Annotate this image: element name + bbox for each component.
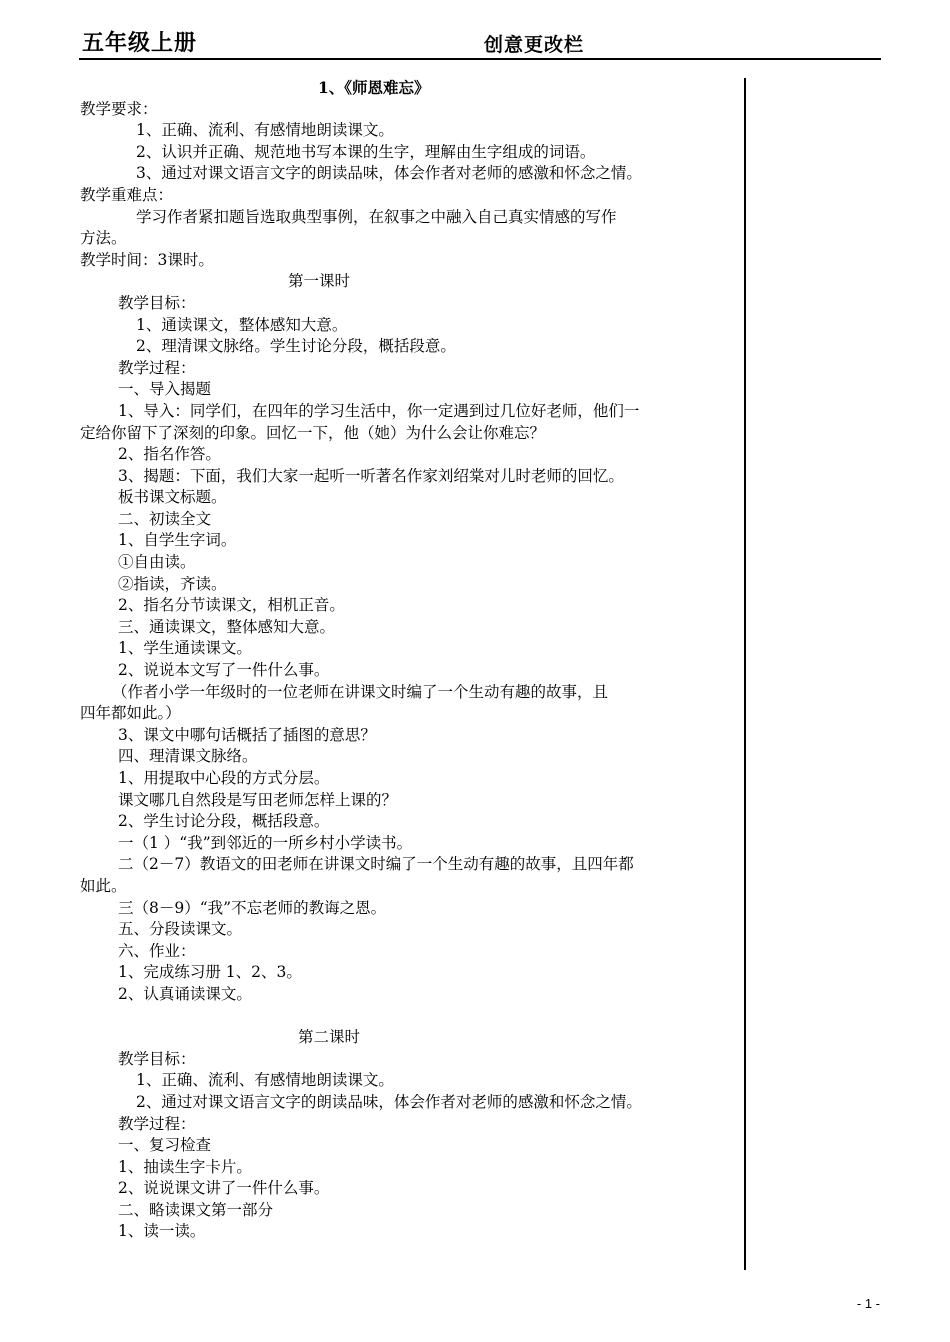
text-line: 2、认识并正确、规范地书写本课的生字，理解由生字组成的词语。 — [136, 142, 596, 161]
text-line: 如此。 — [80, 876, 127, 895]
text-line: 1、自学生字词。 — [118, 531, 237, 550]
text-line: 四年都如此。） — [80, 704, 181, 723]
text-line: 2、指名作答。 — [118, 445, 221, 464]
text-line: ②指读，齐读。 — [118, 574, 227, 593]
text-line: 1、用提取中心段的方式分层。 — [118, 769, 330, 787]
text-line: 板书课文标题。 — [118, 488, 227, 507]
text-line: 3、通过对课文语言文字的朗读品味，体会作者对老师的感激和怀念之情。 — [136, 164, 642, 183]
text-line: 1、读一读。 — [118, 1222, 206, 1241]
text-line: 2、通过对课文语言文字的朗读品味，体会作者对老师的感激和怀念之情。 — [136, 1092, 642, 1111]
text-line: 1、通读课文，整体感知大意。 — [136, 315, 348, 334]
notes-column-divider — [744, 78, 746, 1270]
text-line: 2、学生讨论分段，概括段意。 — [118, 812, 330, 831]
text-line: 2、说说本文写了一件什么事。 — [118, 661, 330, 680]
lesson-title: 1、《师恩难忘》 — [318, 78, 430, 97]
text-line: 教学重难点： — [80, 185, 174, 204]
text-line: 一、复习检查 — [118, 1136, 212, 1155]
text-line: 学习作者紧扣题旨选取典型事例，在叙事之中融入自己真实情感的写作 — [136, 207, 617, 226]
text-line: 一、导入揭题 — [118, 380, 212, 399]
text-line: 五、分段读课文。 — [118, 920, 243, 939]
text-line: ①自由读。 — [118, 553, 196, 572]
text-line: 教学时间：3课时。 — [80, 250, 214, 269]
text-line: 第二课时 — [298, 1028, 361, 1047]
text-line: 一（1 ）“我”到邻近的一所乡村小学读书。 — [118, 833, 413, 852]
text-line — [80, 1006, 744, 1028]
text-line: 3、课文中哪句话概括了插图的意思？ — [118, 725, 376, 744]
header-divider — [79, 58, 881, 60]
text-line: 四、理清课文脉络。 — [118, 747, 258, 766]
text-line: 二（2－7）教语文的田老师在讲课文时编了一个生动有趣的故事，且四年都 — [118, 855, 634, 874]
text-line: 1、抽读生字卡片。 — [118, 1157, 252, 1176]
page-number: - 1 - — [856, 1296, 880, 1311]
text-line: 教学要求： — [80, 99, 158, 118]
text-line: 1、导入：同学们，在四年的学习生活中，你一定遇到过几位好老师，他们一 — [118, 401, 640, 420]
text-line: 教学过程： — [118, 358, 196, 377]
notes-column-title: 创意更改栏 — [484, 34, 585, 56]
text-line: 3、揭题：下面，我们大家一起听一听著名作家刘绍棠对儿时老师的回忆。 — [118, 466, 624, 485]
text-line: 三（8－9）“我”不忘老师的教诲之恩。 — [118, 898, 387, 917]
text-line: （作者小学一年级时的一位老师在讲课文时编了一个生动有趣的故事，且 — [112, 682, 609, 701]
text-line: 二、略读课文第一部分 — [118, 1200, 274, 1219]
text-line: 2、理清课文脉络。学生讨论分段，概括段意。 — [136, 337, 456, 356]
text-line: 教学目标： — [118, 1049, 196, 1068]
text-line: 2、认真诵读课文。 — [118, 984, 252, 1003]
text-line: 二、初读全文 — [118, 509, 212, 528]
text-line: 三、通读课文，整体感知大意。 — [118, 617, 336, 636]
text-line: 教学目标： — [118, 293, 196, 312]
text-line: 1、完成练习册 1、2、3。 — [118, 963, 302, 982]
text-line: 1、正确、流利、有感情地朗读课文。 — [136, 1071, 394, 1090]
text-line: 定给你留下了深刻的印象。回忆一下，他（她）为什么会让你难忘？ — [80, 423, 546, 442]
text-line: 教学过程： — [118, 1114, 196, 1133]
text-line: 2、指名分节读课文，相机正音。 — [118, 596, 345, 615]
text-line: 方法。 — [80, 229, 127, 248]
text-line: 第一课时 — [288, 272, 351, 291]
text-line: 2、说说课文讲了一件什么事。 — [118, 1179, 330, 1198]
text-line: 1、正确、流利、有感情地朗读课文。 — [136, 121, 394, 140]
lesson-plan-body — [80, 77, 744, 1243]
document-grade-title: 五年级上册 — [82, 31, 198, 56]
text-line: 1、学生通读课文。 — [118, 639, 252, 658]
text-line: 课文哪几自然段是写田老师怎样上课的？ — [118, 790, 398, 809]
text-line: 六、作业： — [118, 941, 196, 960]
